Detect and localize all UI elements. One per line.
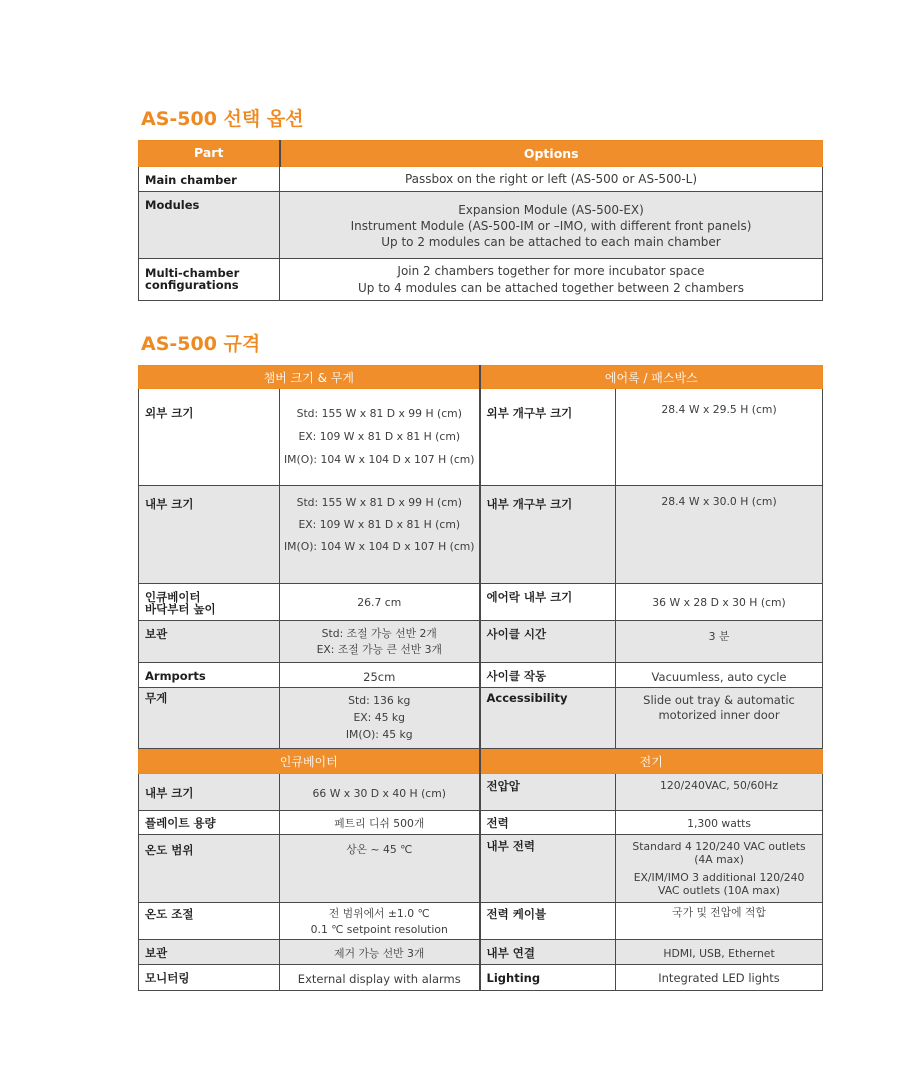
spec-title: AS-500 규격: [141, 333, 261, 355]
label-plate-capacity: 플레이트 용량: [139, 811, 280, 835]
value-cycle-operation: Vacuumless, auto cycle: [616, 663, 823, 688]
label-cycle-operation: 사이클 작동: [480, 663, 616, 688]
label-power: 전력: [480, 811, 616, 835]
options-title: AS-500 선택 옵션: [141, 108, 304, 130]
label-lighting: Lighting: [480, 965, 616, 991]
options-value-main-chamber: Passbox on the right or left (AS-500 or AS-500-L): [280, 167, 823, 192]
label-airlock-inner: 에어락 내부 크기: [480, 584, 616, 621]
label-power-cable: 전력 케이블: [480, 903, 616, 940]
value-height-from-floor: 26.7 cm: [280, 584, 480, 621]
value-accessibility: Slide out tray & automatic motorized inner door: [616, 688, 823, 749]
value-monitoring: External display with alarms: [280, 965, 480, 991]
options-value-modules: Expansion Module (AS-500-EX) Instrument Module (AS-500-IM or –IMO, with different front panels) Up to 2 modules can be attached to each main chamber: [280, 192, 823, 259]
label-height-from-floor: 인큐베이터 바닥부터 높이: [139, 584, 280, 621]
label-armports: Armports: [139, 663, 280, 688]
section-incubator: 인큐베이터: [139, 749, 480, 774]
label-temperature-range: 온도 범위: [139, 835, 280, 903]
value-storage: Std: 조절 가능 선반 2개 EX: 조절 가능 큰 선반 3개: [280, 621, 480, 663]
label-inner-size: 내부 크기: [139, 486, 280, 584]
options-header-options: Options: [280, 141, 823, 167]
value-incubator-inner: 66 W x 30 D x 40 H (cm): [280, 774, 480, 811]
label-inner-connection: 내부 연결: [480, 940, 616, 965]
label-accessibility: Accessibility: [480, 688, 616, 749]
value-outer-opening: 28.4 W x 29.5 H (cm): [616, 389, 823, 486]
value-inner-connection: HDMI, USB, Ethernet: [616, 940, 823, 965]
label-monitoring: 모니터링: [139, 965, 280, 991]
label-voltage: 전압압: [480, 774, 616, 811]
value-cycle-time: 3 분: [616, 621, 823, 663]
value-inner-size: Std: 155 W x 81 D x 99 H (cm) EX: 109 W x 81 D x 81 H (cm) IM(O): 104 W x 104 D x 107 H (cm): [280, 486, 480, 584]
label-temperature-control: 온도 조절: [139, 903, 280, 940]
options-table: [138, 140, 823, 301]
label-outer-size: 외부 크기: [139, 389, 280, 486]
value-armports: 25cm: [280, 663, 480, 688]
section-airlock-passbox: 에어록 / 패스박스: [480, 366, 823, 389]
options-value-multi-chamber: Join 2 chambers together for more incubator space Up to 4 modules can be attached together between 2 chambers: [280, 259, 823, 301]
label-outer-opening: 외부 개구부 크기: [480, 389, 616, 486]
value-outer-size: Std: 155 W x 81 D x 99 H (cm) EX: 109 W x 81 D x 81 H (cm) IM(O): 104 W x 104 D x 107 H (cm): [280, 389, 480, 486]
value-inner-power: Standard 4 120/240 VAC outlets (4A max) EX/IM/IMO 3 additional 120/240 VAC outlets (10A max): [616, 835, 823, 903]
value-plate-capacity: 페트리 디쉬 500개: [280, 811, 480, 835]
value-lighting: Integrated LED lights: [616, 965, 823, 991]
options-part-modules: Modules: [139, 192, 280, 259]
label-incubator-inner: 내부 크기: [139, 774, 280, 811]
value-power: 1,300 watts: [616, 811, 823, 835]
options-part-multi-chamber: Multi-chamber configurations: [139, 259, 280, 301]
value-power-cable: 국가 및 전압에 적합: [616, 903, 823, 940]
label-storage-incubator: 보관: [139, 940, 280, 965]
value-inner-opening: 28.4 W x 30.0 H (cm): [616, 486, 823, 584]
label-inner-opening: 내부 개구부 크기: [480, 486, 616, 584]
value-temperature-control: 전 범위에서 ±1.0 ℃ 0.1 ℃ setpoint resolution: [280, 903, 480, 940]
section-chamber-size-weight: 챔버 크기 & 무게: [139, 366, 480, 389]
label-inner-power: 내부 전력: [480, 835, 616, 903]
label-cycle-time: 사이클 시간: [480, 621, 616, 663]
value-airlock-inner: 36 W x 28 D x 30 H (cm): [616, 584, 823, 621]
value-storage-incubator: 제거 가능 선반 3개: [280, 940, 480, 965]
value-temperature-range: 상온 ~ 45 ℃: [280, 835, 480, 903]
label-storage: 보관: [139, 621, 280, 663]
label-weight: 무게: [139, 688, 280, 749]
spec-table: [138, 365, 823, 991]
options-part-main-chamber: Main chamber: [139, 167, 280, 192]
value-weight: Std: 136 kg EX: 45 kg IM(O): 45 kg: [280, 688, 480, 749]
value-voltage: 120/240VAC, 50/60Hz: [616, 774, 823, 811]
options-header-part: Part: [139, 141, 280, 167]
section-electrical: 전기: [480, 749, 823, 774]
